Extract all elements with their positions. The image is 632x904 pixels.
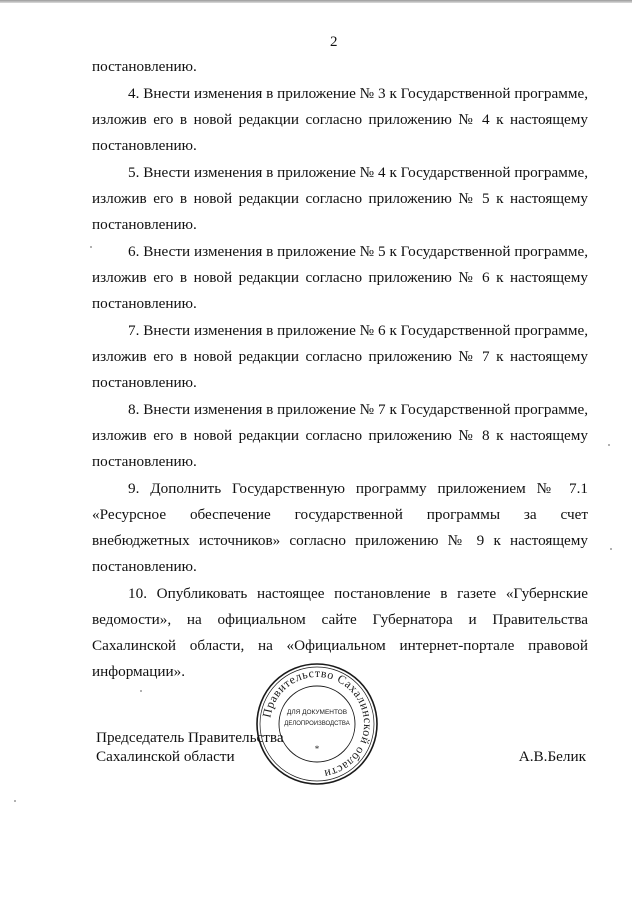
- scan-speck: [610, 548, 612, 550]
- paragraph-item-6: 6. Внести изменения в приложение № 5 к Государственной программе, изложив его в новой редакции согласно приложению № 6 к настоящему постановлению.: [92, 243, 588, 312]
- page-number: 2: [330, 34, 338, 50]
- seal-star: *: [314, 744, 320, 754]
- official-seal: [255, 662, 379, 786]
- seal-inner-line2: ДЕЛОПРОИЗВОДСТВА: [284, 721, 350, 727]
- scan-speck: [90, 246, 92, 248]
- paragraph-item-4: 4. Внести изменения в приложение № 3 к Государственной программе, изложив его в новой редакции согласно приложению № 4 к настоящему постановлению.: [92, 85, 588, 154]
- top-edge-line: [0, 0, 632, 3]
- document-body: [92, 54, 588, 686]
- seal-outer-text: Правительство Сахалинской области: [259, 665, 376, 782]
- paragraph-item-5: 5. Внести изменения в приложение № 4 к Государственной программе, изложив его в новой редакции согласно приложению № 5 к настоящему постановлению.: [92, 164, 588, 233]
- signature-position: [96, 728, 284, 766]
- signature-position-line1: Председатель Правительства: [96, 729, 284, 746]
- scan-speck: [608, 444, 610, 446]
- seal-inner-line1: ДЛЯ ДОКУМЕНТОВ: [286, 709, 348, 716]
- paragraph-item-7: 7. Внести изменения в приложение № 6 к Государственной программе, изложив его в новой редакции согласно приложению № 7 к настоящему постановлению.: [92, 322, 588, 391]
- paragraph-item-8: 8. Внести изменения в приложение № 7 к Государственной программе, изложив его в новой редакции согласно приложению № 8 к настоящему постановлению.: [92, 401, 588, 470]
- scan-speck: [14, 800, 16, 802]
- paragraph-item-9: 9. Дополнить Государственную программу приложением № 7.1 «Ресурсное обеспечение государственной программы за счет внебюджетных источников» согласно приложению № 9 к настоящему постановлению.: [92, 480, 588, 575]
- paragraph-continuation: постановлению.: [92, 58, 197, 75]
- scan-speck: [140, 690, 142, 692]
- paragraph-item-10: 10. Опубликовать настоящее постановление в газете «Губернские ведомости», на официальном сайте Губернатора и Правительства Сахалинской области, на «Официальном интернет-портале правовой информации».: [92, 585, 588, 680]
- signature-position-line2: Сахалинской области: [96, 748, 235, 765]
- signature-name: А.В.Белик: [518, 748, 586, 765]
